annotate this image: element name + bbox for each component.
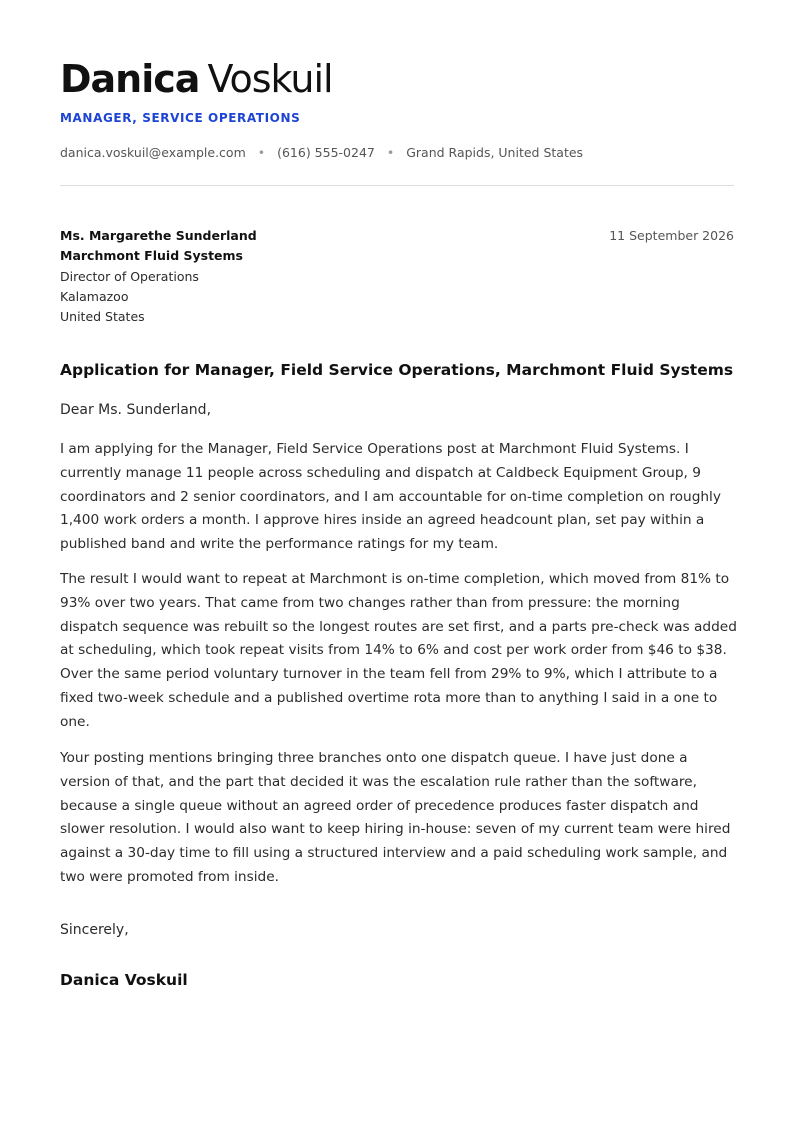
salutation: Dear Ms. Sunderland, [60, 402, 212, 418]
body-paragraph-2: The result I would want to repeat at Marchmont is on-time completion, which moved from 81% to 93% over two years. That came from two changes rather than from pressure: the morning dispatch sequence was rebuilt so the longest routes are set first, and a parts pre-check was added at scheduling, which took repeat visits from 14% to 6% and cost per work order from $46 to $38. Over the same period voluntary turnover in the team fell from 29% to 9%, which I attribute to a fixed two-week schedule and a published overtime rota more than to anything I said in a one to one. [60, 571, 737, 730]
letter-subject: Application for Manager, Field Service Operations, Marchmont Fluid Systems [60, 361, 734, 379]
applicant-first-name: Danica [60, 57, 200, 101]
recipient-country: United States [60, 309, 145, 325]
recipient-title: Director of Operations [60, 268, 199, 284]
recipient-name: Ms. Margarethe Sunderland [60, 228, 257, 243]
applicant-name [60, 56, 333, 102]
contact-separator: • [257, 145, 266, 160]
letter-date: 11 September 2026 [609, 228, 734, 243]
header-divider [60, 185, 734, 186]
contact-phone: (616) 555-0247 [277, 145, 375, 160]
contact-location: Grand Rapids, United States [406, 145, 584, 160]
recipient-city: Kalamazoo [60, 288, 129, 304]
recipient-block [60, 226, 257, 327]
applicant-role: MANAGER, SERVICE OPERATIONS [60, 111, 301, 125]
recipient-company: Marchmont Fluid Systems [60, 248, 244, 264]
body-paragraph-3: Your posting mentions bringing three branches onto one dispatch queue. I have just done a version of that, and the part that decided it was the escalation rule rather than the software, because a single queue without an agreed order of precedence produces faster dispatch and slower resolution. I would also want to keep hiring in-house: seven of my current team were hired against a 30-day time to fill using a structured interview and a paid scheduling work sample, and two were promoted from inside. [60, 750, 731, 885]
applicant-last-name: Voskuil [207, 57, 333, 101]
signature-name: Danica Voskuil [60, 971, 188, 989]
closing-line: Sincerely, [60, 922, 129, 938]
contact-email: danica.voskuil@example.com [60, 145, 246, 160]
contact-separator: • [386, 145, 395, 160]
contact-line [60, 145, 583, 160]
body-paragraph-1: I am applying for the Manager, Field Service Operations post at Marchmont Fluid Systems. I currently manage 11 people across scheduling and dispatch at Caldbeck Equipment Group, 9 coordinators and 2 senior coordinators, and I am accountable for on-time completion on roughly 1,400 work orders a month. I approve hires inside an agreed headcount plan, set pay within a published band and write the performance ratings for my team. [60, 441, 721, 553]
